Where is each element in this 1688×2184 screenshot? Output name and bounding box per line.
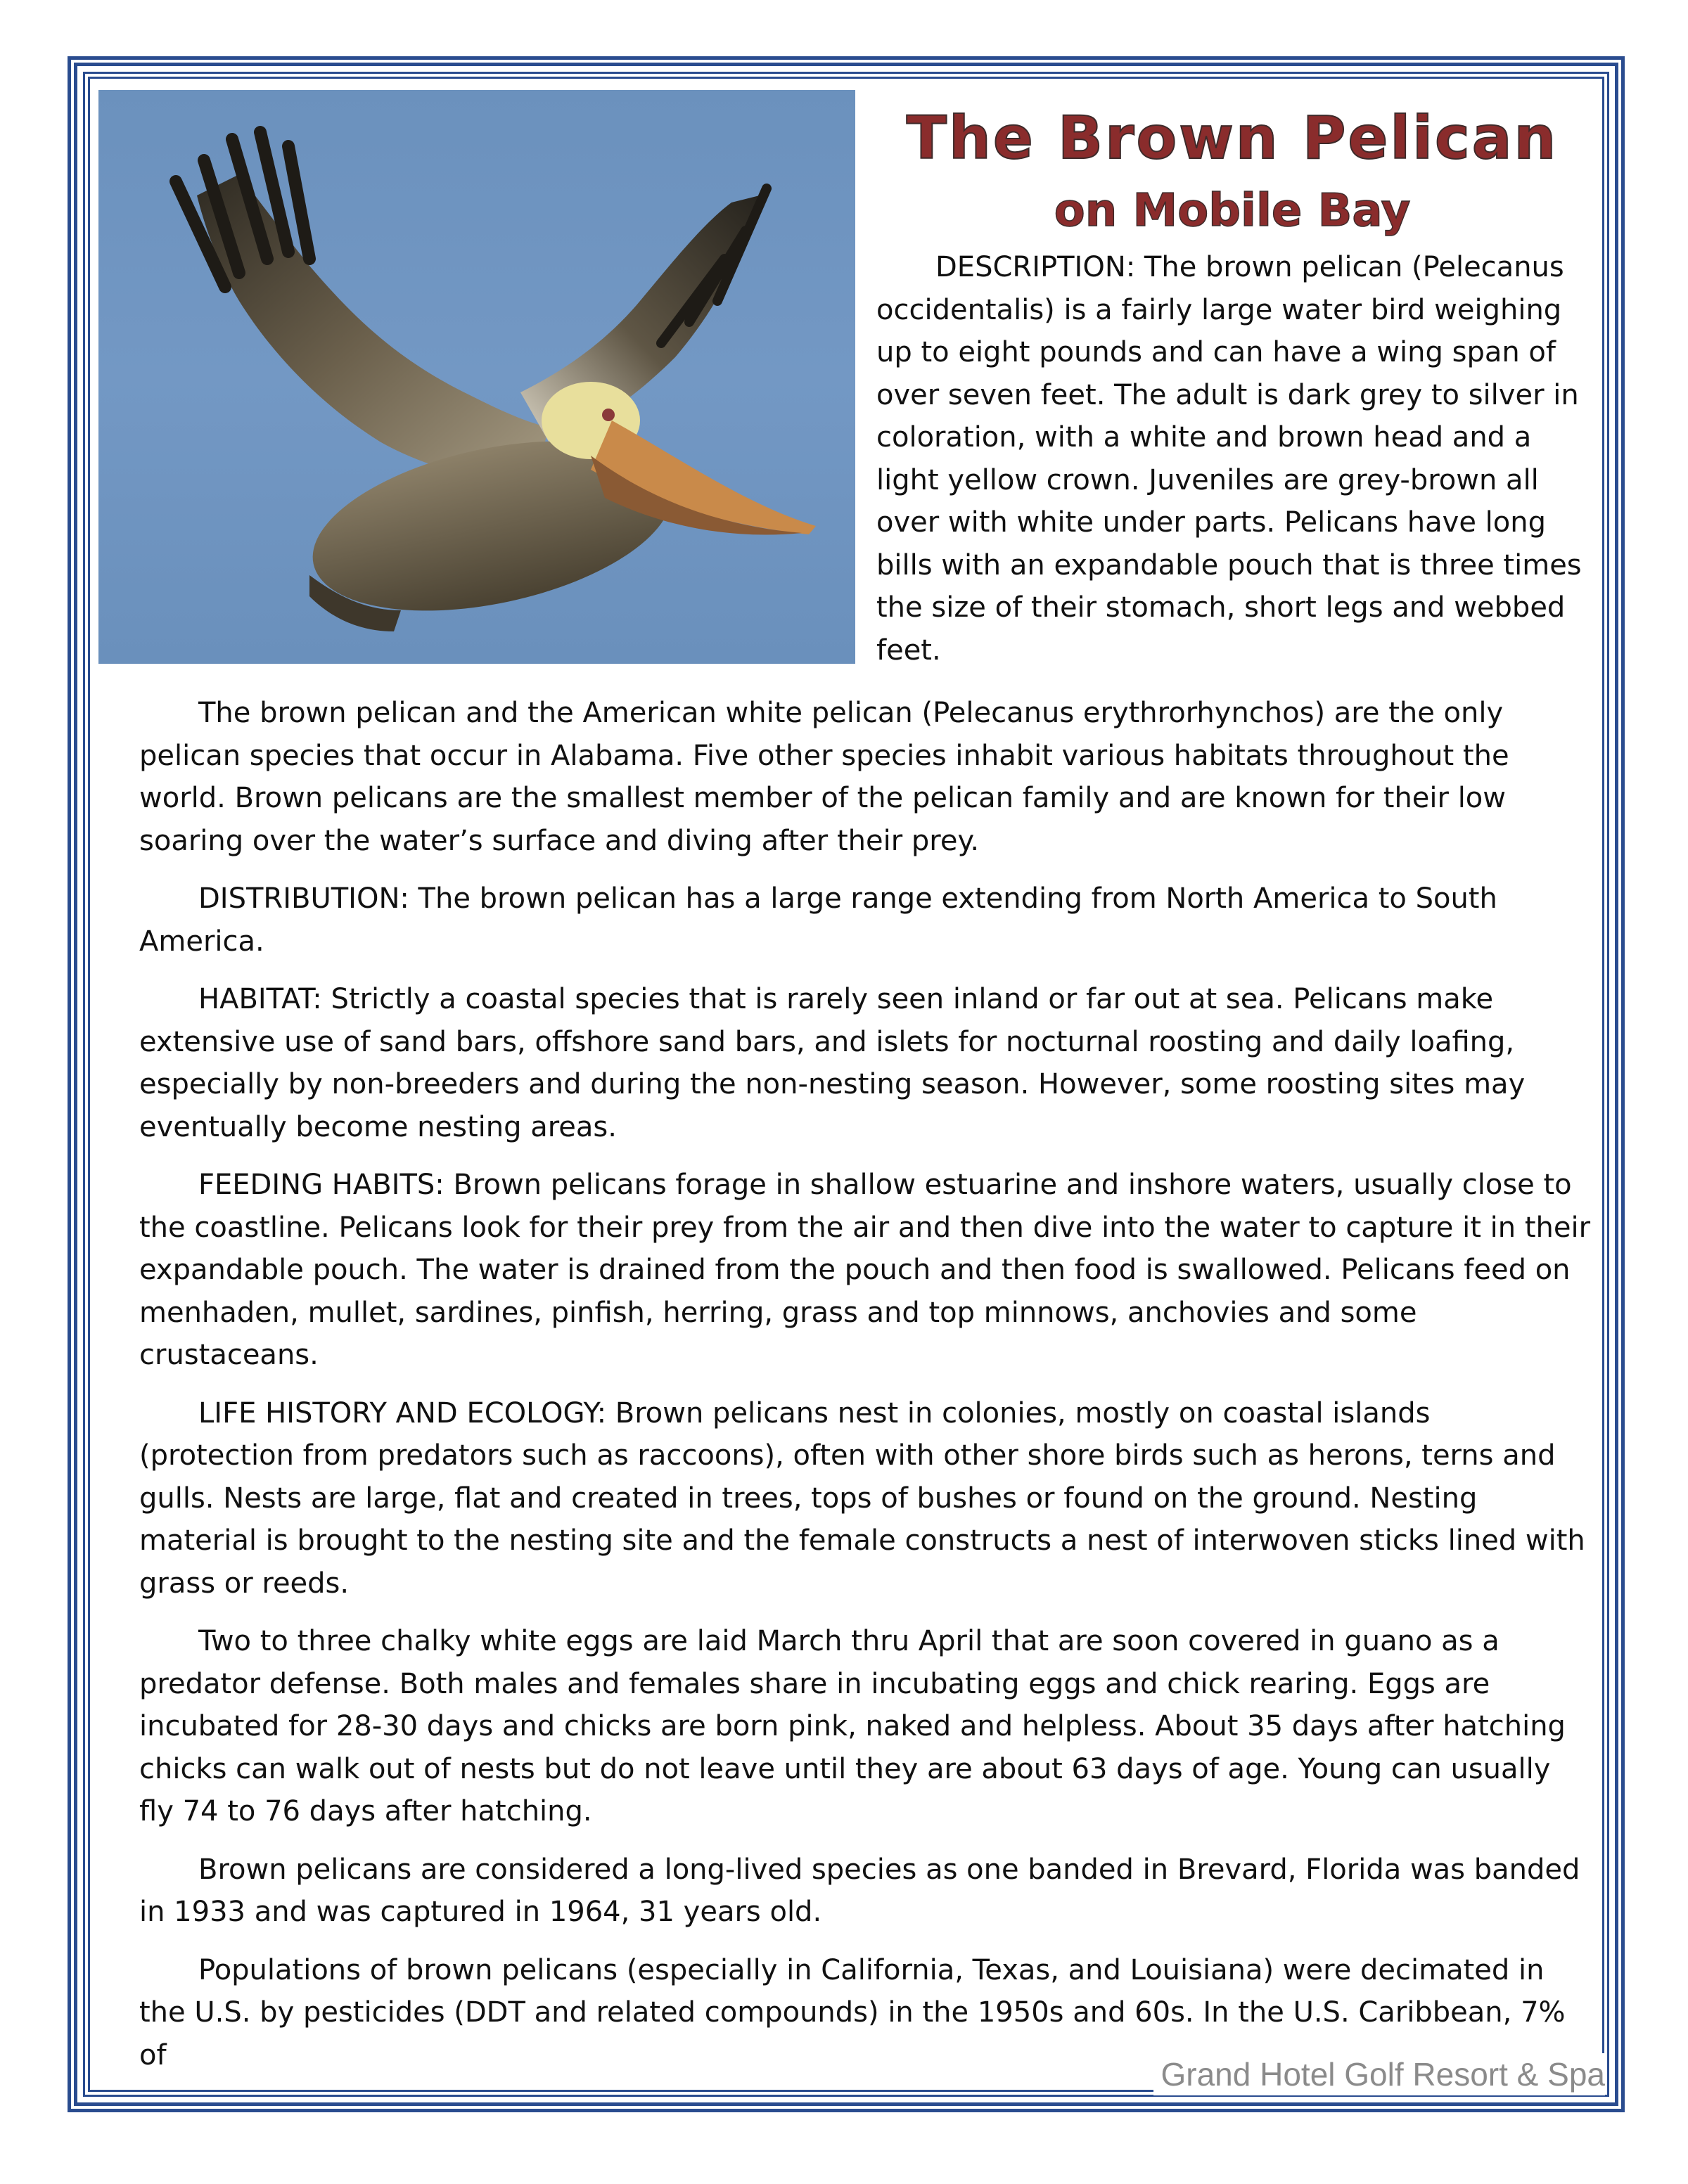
paragraph-feeding-habits: FEEDING HABITS: Brown pelicans forage in shallow estuarine and inshore waters, usually close to the coastline. Pelicans look for their prey from the air and then dive into the water to capture it in their expandable pouch. The water is drained from the pouch and then food is swallowed. Pelicans feed on menhaden, mullet, sardines, pinfish, herring, grass and top minnows, anchovies and some crustaceans. [139,1169,1591,1371]
description-paragraph: DESCRIPTION: The brown pelican (Pelecanus occidentalis) is a fairly large water bird weighing up to eight pounds and can have a wing span of over seven feet. The adult is dark grey to silver in coloration, with a white and brown head and a light yellow crown. Juveniles are grey-brown all over with white under parts. Pelicans have long bills with an expandable pouch that is three times the size of their stomach, short legs and webbed feet. [876,251,1582,667]
paragraph-longevity: Brown pelicans are considered a long-lived species as one banded in Brevard, Florida was banded in 1933 and was captured in 1964, 31 years old. [139,1853,1580,1928]
paragraph-habitat: HABITAT: Strictly a coastal species that is rarely seen inland or far out at sea. Pelicans make extensive use of sand bars, offshore sand bars, and islets for nocturnal roosting and daily loafing, especially by non-breeders and during the non-nesting season. However, some roosting sites may eventually become nesting areas. [139,983,1526,1143]
page-title: The Brown Pelican [906,103,1559,172]
footer-credit: Grand Hotel Golf Resort & Spa [1153,2053,1605,2095]
paragraph-eggs: Two to three chalky white eggs are laid March thru April that are soon covered in guano as a predator defense. Both males and females share in incubating eggs and chick rearing. Eggs are incubated for 28-30 days and chicks are born pink, naked and helpless. About 35 days after hatching chicks can walk out of nests but do not leave until they are about 63 days of age. Young can usually fly 74 to 76 days after hatching. [139,1625,1566,1828]
pelican-photo [98,90,855,664]
article-body [139,692,1591,2092]
paragraph-populations: Populations of brown pelicans (especially in California, Texas, and Louisiana) were decimated in the U.S. by pesticides (DDT and related compounds) in the 1950s and 60s. In the U.S. Caribbean, 7% of [139,1953,1566,2071]
paragraph-species: The brown pelican and the American white pelican (Pelecanus erythrorhynchos) are the only pelican species that occur in Alabama. Five other species inhabit various habitats throughout the world. Brown pelicans are the smallest member of the pelican family and are known for their low soaring over the water’s surface and diving after their prey. [139,697,1509,857]
page-subtitle: on Mobile Bay [1054,185,1411,237]
pelican-illustration [98,90,855,664]
paragraph-distribution: DISTRIBUTION: The brown pelican has a large range extending from North America to South America. [139,882,1497,958]
paragraph-life-history: LIFE HISTORY AND ECOLOGY: Brown pelicans nest in colonies, mostly on coastal islands (protection from predators such as raccoons), often with other shore birds such as herons, terns and gulls. Nests are large, flat and created in trees, tops of bushes or found on the ground. Nesting material is brought to the nesting site and the female constructs a nest of interwoven sticks lined with grass or reeds. [139,1396,1585,1600]
